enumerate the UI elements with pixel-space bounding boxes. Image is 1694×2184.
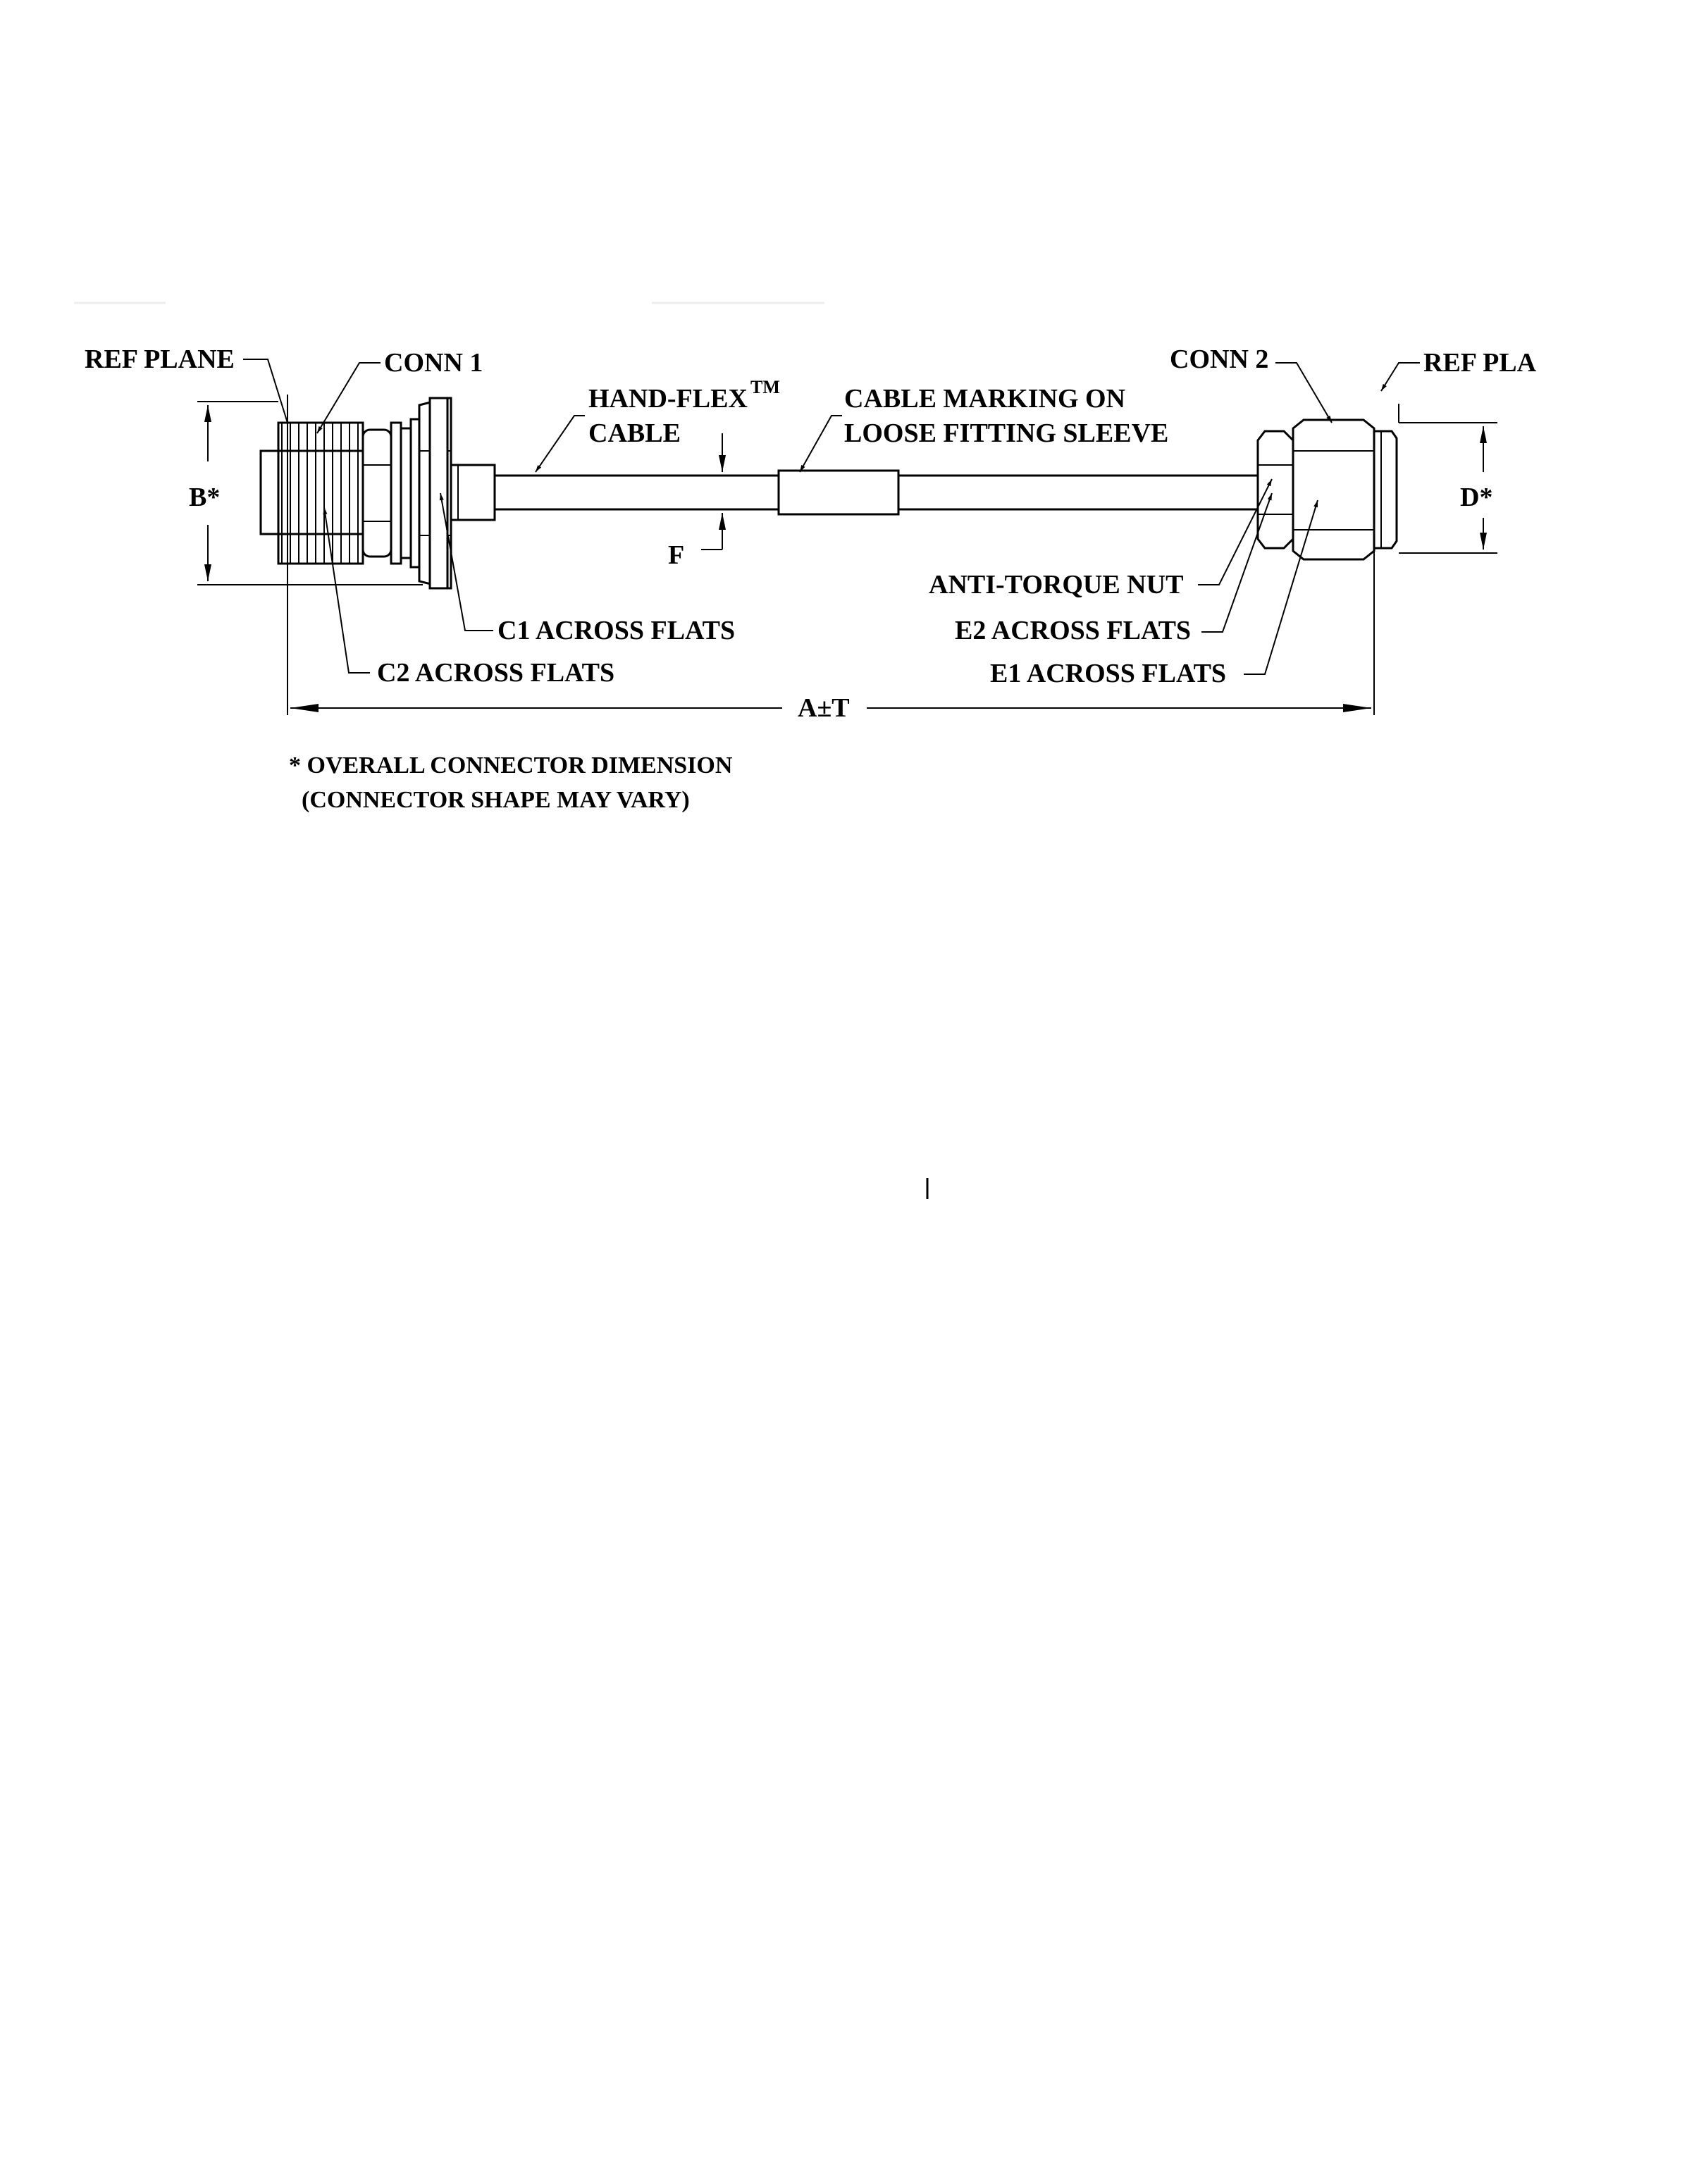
connector-2 (1258, 420, 1397, 559)
hand-flex-label: HAND-FLEX (588, 384, 748, 414)
conn1-jam-nut (363, 430, 391, 557)
conn1-threaded-barrel (261, 451, 363, 534)
e2-across-flats-label: E2 ACROSS FLATS (955, 616, 1192, 645)
trademark-label: TM (750, 377, 780, 397)
conn2-coupling-nut (1293, 420, 1374, 559)
conn1-lockwasher (411, 419, 419, 567)
anti-torque-nut-label: ANTI-TORQUE NUT (929, 570, 1184, 600)
connector-1 (261, 398, 495, 588)
conn1-washer-1 (391, 423, 401, 564)
ref-plane-left-label: REF PLANE (85, 345, 235, 374)
scan-artifacts (74, 303, 927, 1199)
note-line-1: * OVERALL CONNECTOR DIMENSION (289, 752, 733, 778)
cable (495, 471, 1258, 514)
e1-across-flats-label: E1 ACROSS FLATS (990, 659, 1227, 688)
dim-d-label: D* (1460, 483, 1493, 512)
dim-f-label: F (668, 540, 685, 570)
cable-label: CABLE (588, 418, 681, 448)
conn2-label: CONN 2 (1170, 345, 1269, 374)
cable-marking-sleeve (779, 471, 898, 514)
conn1-washer-2 (401, 428, 411, 558)
c1-across-flats-label: C1 ACROSS FLATS (497, 616, 736, 645)
conn1-label: CONN 1 (384, 348, 483, 378)
dim-b-label: B* (189, 483, 221, 512)
conn2-anti-torque-nut (1258, 431, 1293, 548)
note-line-2: (CONNECTOR SHAPE MAY VARY) (302, 787, 690, 813)
ref-plane-right-label: REF PLA (1423, 348, 1537, 378)
conn2-interface (1374, 431, 1397, 548)
c2-across-flats-label: C2 ACROSS FLATS (377, 658, 615, 688)
cable-marking-label-2: LOOSE FITTING SLEEVE (844, 418, 1169, 448)
dim-a-label: A±T (798, 693, 850, 723)
cable-marking-label-1: CABLE MARKING ON (844, 384, 1126, 414)
